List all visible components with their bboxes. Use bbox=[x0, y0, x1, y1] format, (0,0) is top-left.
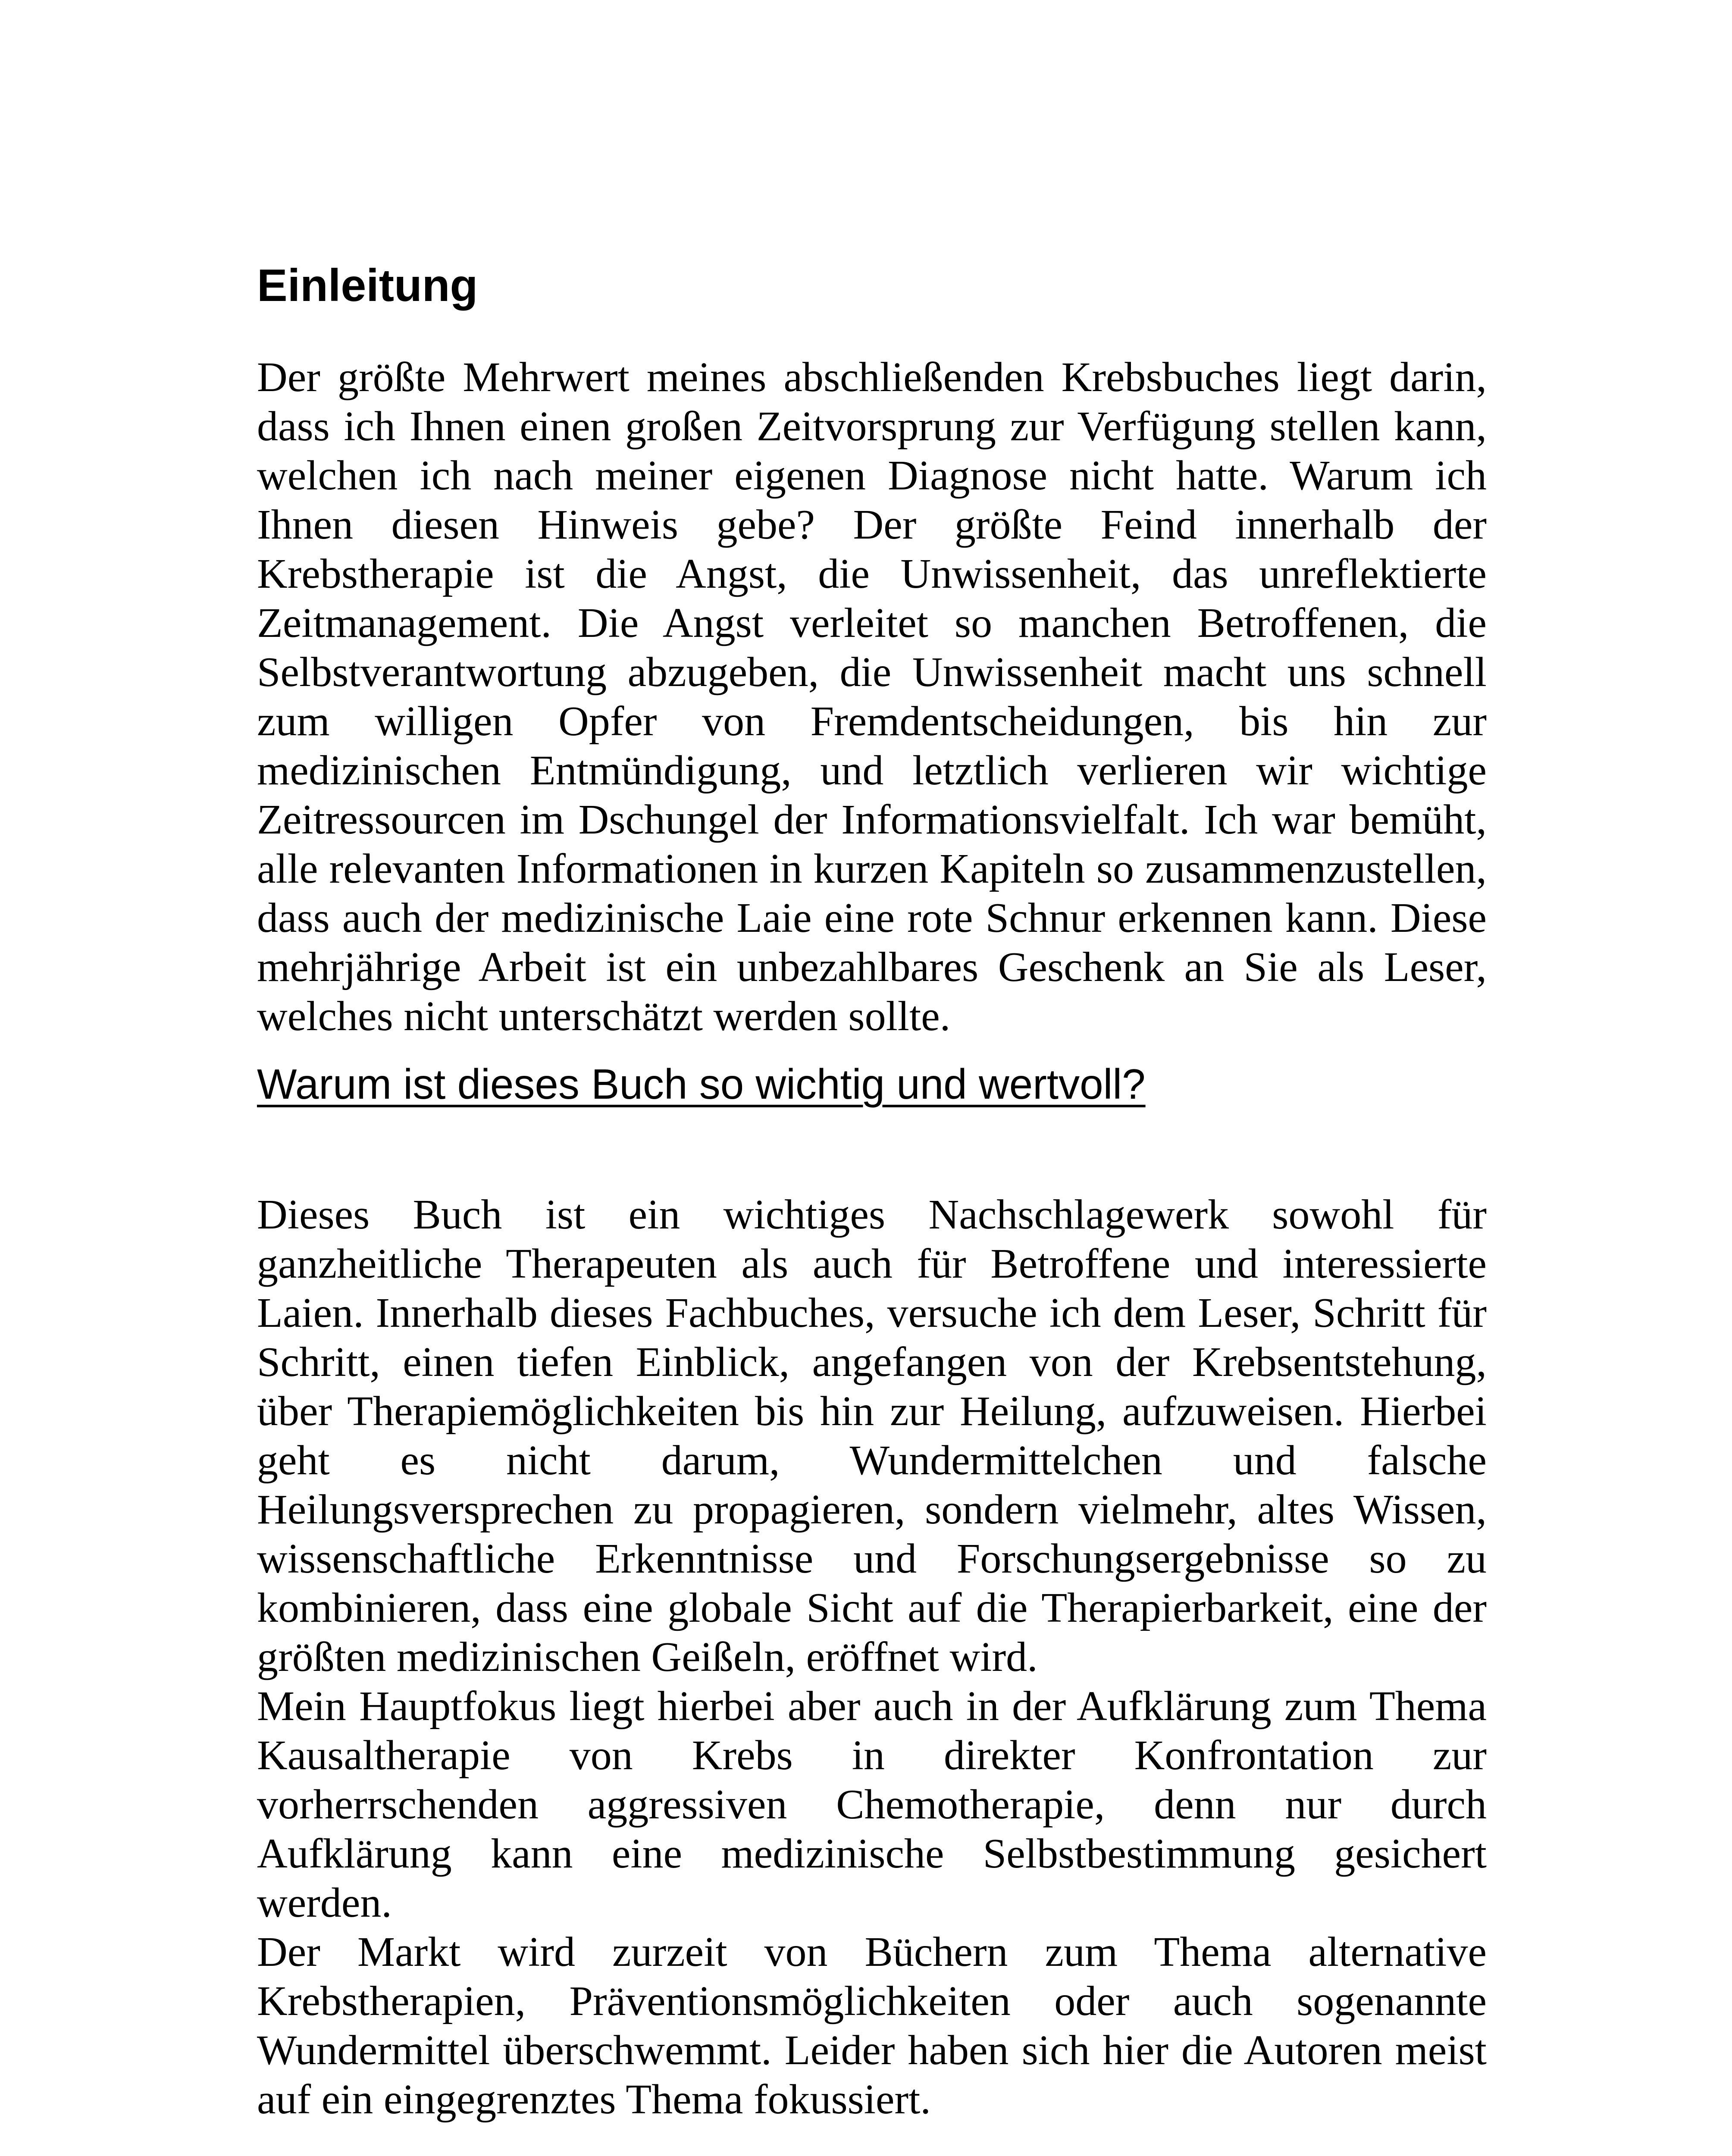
page-content bbox=[257, 258, 1487, 2124]
section-heading: Warum ist dieses Buch so wichtig und wertvoll? bbox=[257, 1060, 1146, 1108]
intro-paragraph: Der größte Mehrwert meines abschließenden Krebsbuches liegt darin, dass ich Ihnen einen großen Zeitvorsprung zur Verfügung stellen kann, welchen ich nach meiner eigenen Diagnose nicht hatte. Warum ich Ihnen diesen Hinweis gebe? Der größte Feind innerhalb der Krebstherapie ist die Angst, die Unwissenheit, das unreflektierte Zeitmanagement. Die Angst verleitet so manchen Betroffenen, die Selbstverantwortung abzugeben, die Unwissenheit macht uns schnell zum willigen Opfer von Fremdentscheidungen, bis hin zur medizinischen Entmündigung, und letztlich verlieren wir wichtige Zeitressourcen im Dschungel der Informationsvielfalt. Ich war bemüht, alle relevanten Informationen in kurzen Kapiteln so zusammenzustellen, dass auch der medizinische Laie eine rote Schnur erkennen kann. Diese mehrjährige Arbeit ist ein unbezahlbares Geschenk an Sie als Leser, welches nicht unterschätzt werden sollte. bbox=[257, 354, 1487, 1040]
body-paragraph-2: Mein Hauptfokus liegt hierbei aber auch in der Aufklärung zum Thema Kausaltherapie von Krebs in direkter Konfrontation zur vorherrschenden aggressiven Chemotherapie, denn nur durch Aufklärung kann eine medizinische Selbstbestimmung gesichert werden. bbox=[257, 1683, 1487, 1926]
body-paragraph-1: Dieses Buch ist ein wichtiges Nachschlagewerk sowohl für ganzheitliche Therapeuten als auch für Betroffene und interessierte Laien. Innerhalb dieses Fachbuches, versuche ich dem Leser, Schritt für Schritt, einen tiefen Einblick, angefangen von der Krebsentstehung, über Therapiemöglichkeiten bis hin zur Heilung, aufzuweisen. Hierbei geht es nicht darum, Wundermittelchen und falsche Heilungsversprechen zu propagieren, sondern vielmehr, altes Wissen, wissenschaftliche Erkenntnisse und Forschungsergebnisse so zu kombinieren, dass eine globale Sicht auf die Therapierbarkeit, eine der größten medizinischen Geißeln, eröffnet wird. bbox=[257, 1191, 1487, 1680]
chapter-title: Einleitung bbox=[257, 260, 478, 311]
body-paragraph-3: Der Markt wird zurzeit von Büchern zum Thema alternative Krebstherapien, Präventionsmöglichkeiten oder auch sogenannte Wundermittel überschwemmt. Leider haben sich hier die Autoren meist auf ein eingegrenztes Thema fokussiert. bbox=[257, 1929, 1487, 2123]
